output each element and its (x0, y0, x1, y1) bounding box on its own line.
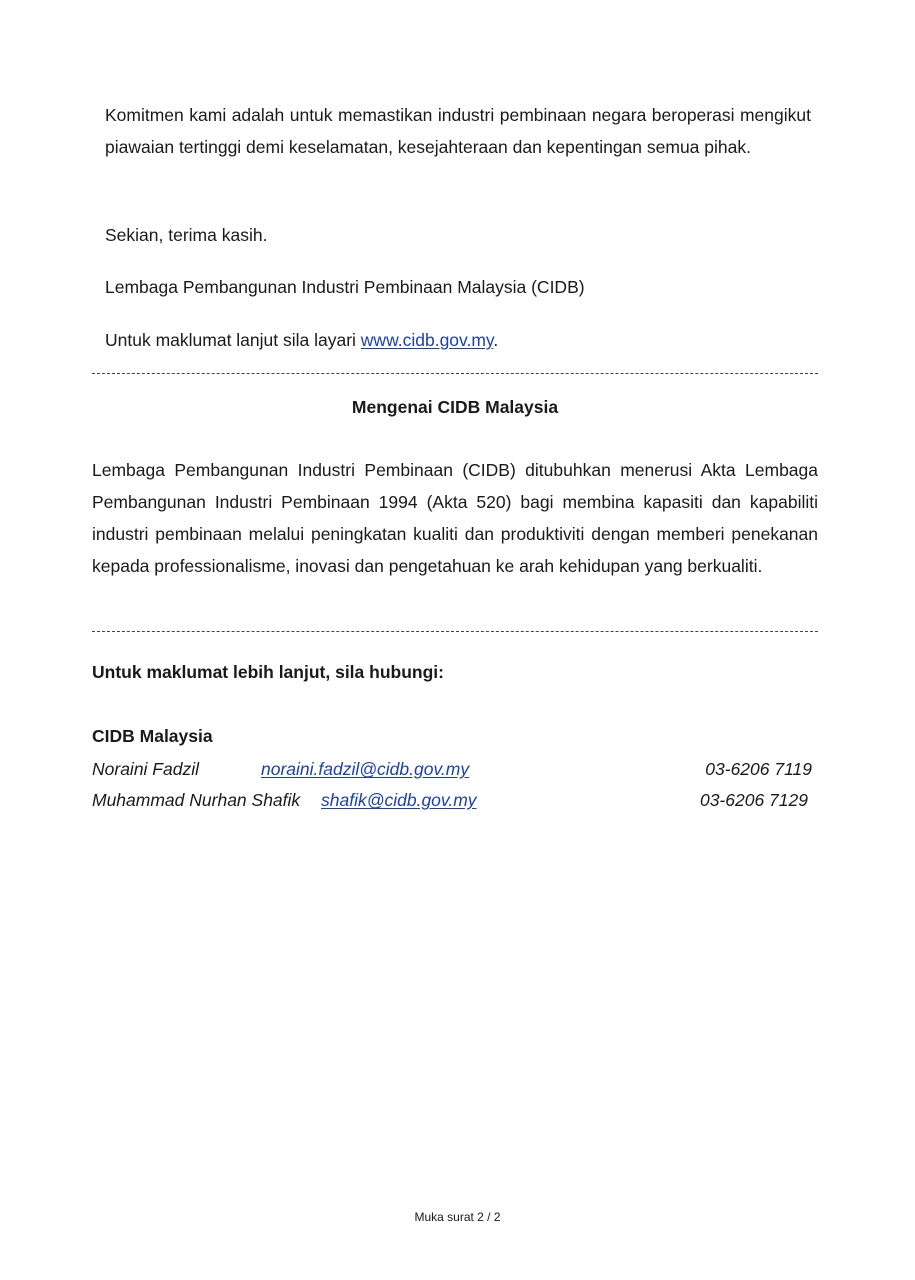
contact-heading: Untuk maklumat lebih lanjut, sila hubungi: (92, 662, 444, 682)
contact-name: Noraini Fadzil (92, 759, 199, 779)
thanks-text: Sekian, terima kasih. (105, 225, 268, 245)
more-info-prefix: Untuk maklumat lanjut sila layari (105, 330, 361, 350)
contact-org: CIDB Malaysia (92, 726, 213, 746)
about-heading: Mengenai CIDB Malaysia (351, 397, 559, 417)
commitment-paragraph: Komitmen kami adalah untuk memastikan industri pembinaan negara beroperasi mengikut piawaian tertinggi demi keselamatan, kesejahteraan dan kepentingan semua pihak. (105, 105, 811, 157)
more-info-line (105, 324, 811, 356)
organization-name: Lembaga Pembangunan Industri Pembinaan Malaysia (CIDB) (105, 277, 585, 297)
contact-name: Muhammad Nurhan Shafik (92, 790, 301, 810)
page-number: Muka surat 2 / 2 (414, 1210, 501, 1224)
contact-email-link[interactable]: noraini.fadzil@cidb.gov.my (261, 759, 470, 779)
dashed-divider-bottom (92, 631, 818, 632)
about-paragraph: Lembaga Pembangunan Industri Pembinaan (CIDB) ditubuhkan menerusi Akta Lembaga Pembangunan Industri Pembinaan 1994 (Akta 520) bagi membina kapasiti dan kapabiliti industri pembinaan melalui peningkatan kualiti dan produktiviti dengan memberi penekanan kepada professionalisme, inovasi dan pengetahuan ke arah kehidupan yang berkualiti. (92, 460, 818, 576)
contact-email-link[interactable]: shafik@cidb.gov.my (321, 790, 477, 810)
contact-row (92, 790, 812, 814)
more-info-suffix: . (493, 330, 499, 350)
website-link[interactable]: www.cidb.gov.my (360, 330, 494, 350)
contact-phone: 03-6206 7119 (705, 759, 812, 779)
dashed-divider-top (92, 373, 818, 374)
contact-row (92, 759, 812, 783)
contact-phone: 03-6206 7129 (699, 790, 808, 810)
